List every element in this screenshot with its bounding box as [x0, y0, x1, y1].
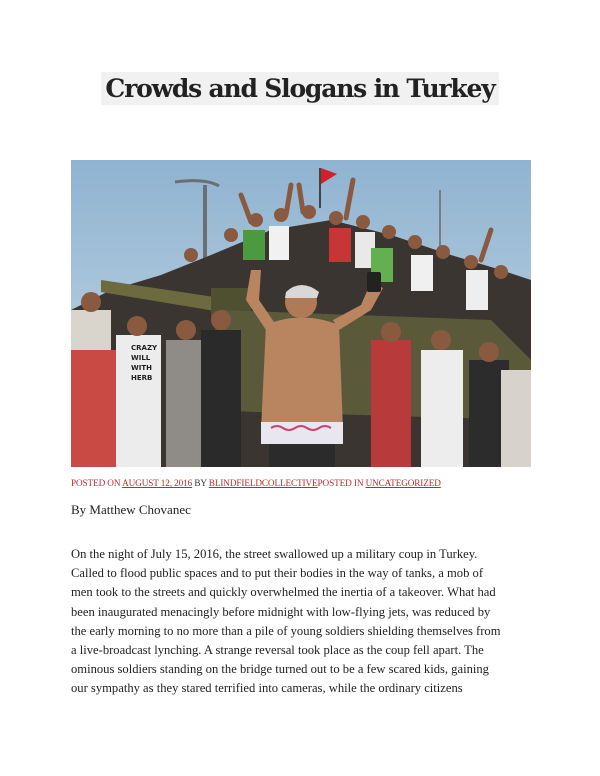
posted-on-label: POSTED ON — [71, 478, 121, 488]
post-date-link[interactable]: AUGUST 12, 2016 — [122, 478, 193, 488]
shirt-text-3: WITH — [131, 364, 152, 372]
body-line: the early morning to no more than a pile of young soldiers shielding themselves from — [71, 623, 501, 638]
posted-in-label: POSTED IN — [317, 478, 364, 488]
shirt-text-1: CRAZY — [131, 344, 158, 352]
article-body — [71, 545, 533, 699]
body-line: On the night of July 15, 2016, the street swallowed up a military coup in Turkey. — [71, 547, 478, 561]
by-label: BY — [194, 478, 207, 488]
body-line: Called to flood public spaces and to put their bodies in the way of tanks, a mob of — [71, 566, 484, 581]
post-meta — [71, 478, 541, 488]
body-line: ominous soldiers standing on the bridge turned out to be a few scared kids, gaining — [71, 662, 489, 677]
shirt-text-4: HERB — [131, 374, 153, 382]
page-title — [0, 68, 600, 105]
body-line: men took to the streets and quickly overwhelmed the inertia of a takeover. What had — [71, 585, 496, 600]
category-link[interactable]: UNCATEGORIZED — [365, 478, 441, 488]
author-link[interactable]: BLINDFIELDCOLLECTIVE — [208, 478, 318, 488]
shirt-text-2: WILL — [131, 354, 151, 362]
body-line: been inaugurated menacingly before midnight with low-flying jets, was reduced by — [71, 604, 491, 619]
body-line: our sympathy as they stared terrified into cameras, while the ordinary citizens — [71, 681, 463, 696]
hero-photo — [71, 160, 531, 467]
page-title-text: Crowds and Slogans in Turkey — [101, 72, 498, 105]
byline: By Matthew Chovanec — [71, 502, 191, 517]
crowd-on-tank-photo — [71, 160, 531, 467]
body-line: a live-broadcast lynching. A strange reversal took place as the coup fell apart. The — [71, 643, 484, 658]
